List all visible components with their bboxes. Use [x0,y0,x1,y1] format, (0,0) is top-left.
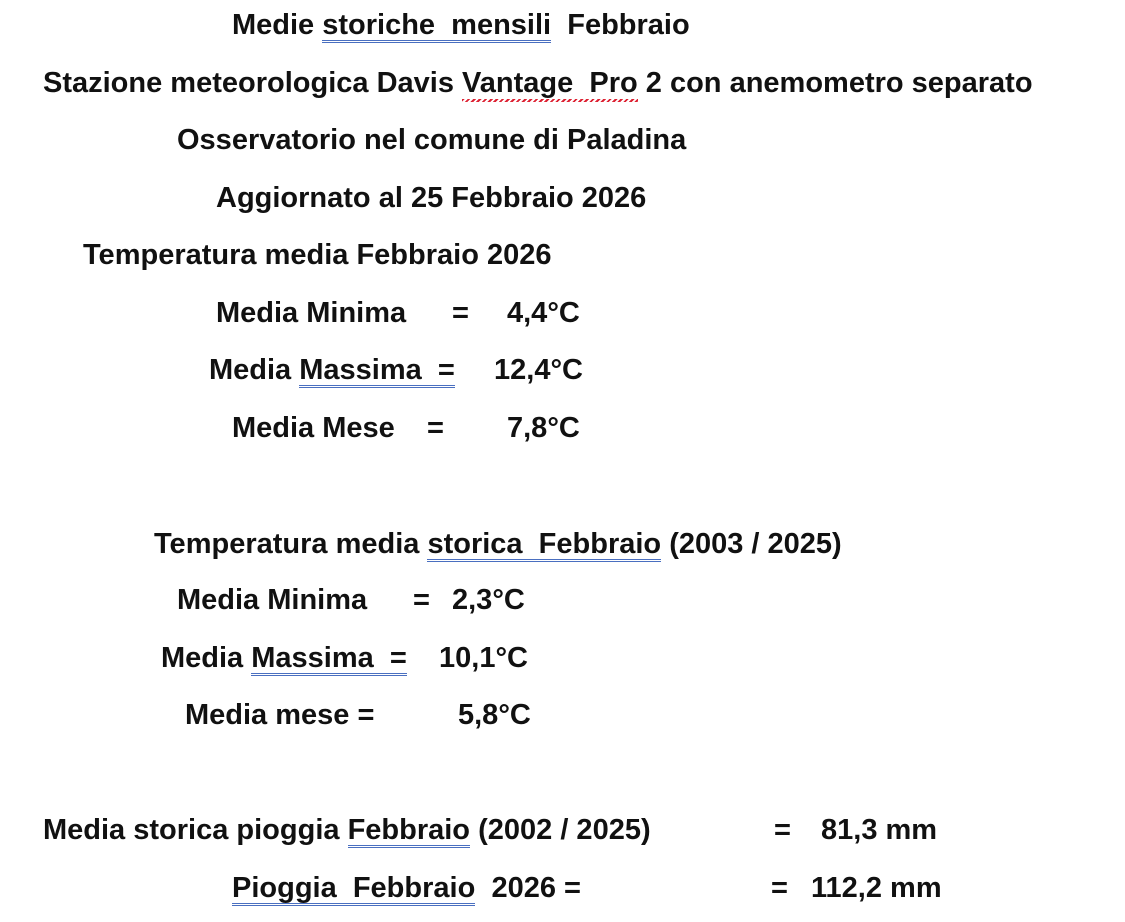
observatory-line: Osservatorio nel comune di Paladina [177,124,687,156]
current-max-label-b: Massima = [299,354,455,386]
rain-historical-label-b: Febbraio [347,814,471,846]
current-max-label-a: Media [209,354,292,386]
rain-current-label-a: Pioggia Febbraio [232,872,476,904]
current-max-value: 12,4°C [494,354,583,386]
historical-heading-c: (2003 / 2025) [669,528,842,560]
historical-heading-a: Temperatura media [154,528,420,560]
station-text-b: Vantage Pro [462,67,638,99]
title-text-c: Febbraio [567,9,690,41]
station-line [43,66,1033,100]
historical-min-label: Media Minima [177,584,368,616]
current-max-label [209,353,455,387]
rain-current-value: 112,2 mm [811,872,942,904]
title-text-a: Medie [232,9,315,41]
current-min-equals: = [452,297,469,329]
historical-max-label [161,641,407,675]
rain-historical-label [43,813,651,847]
historical-max-value: 10,1°C [439,642,528,674]
updated-line: Aggiornato al 25 Febbraio 2026 [216,182,647,214]
historical-month-label: Media mese = [185,699,375,731]
current-min-value: 4,4°C [507,297,580,329]
historical-min-value: 2,3°C [452,584,525,616]
current-heading: Temperatura media Febbraio 2026 [83,239,552,271]
current-min-label: Media Minima [216,297,407,329]
historical-month-value: 5,8°C [458,699,531,731]
station-text-c: 2 con anemometro separato [645,67,1033,99]
current-month-label: Media Mese [232,412,395,444]
historical-max-label-a: Media [161,642,244,674]
station-text-a: Stazione meteorologica Davis [43,67,454,99]
rain-historical-label-a: Media storica pioggia [43,814,340,846]
historical-heading-b: storica Febbraio [427,528,662,560]
rain-current-label [232,871,581,905]
rain-historical-equals: = [774,814,791,846]
page-title [232,8,690,42]
rain-current-label-b: 2026 = [491,872,581,904]
rain-historical-label-c: (2002 / 2025) [478,814,651,846]
rain-current-equals: = [771,872,788,904]
historical-max-label-b: Massima = [251,642,407,674]
title-text-b: storiche mensili [322,9,552,41]
historical-min-equals: = [413,584,430,616]
historical-heading [154,527,842,561]
rain-historical-value: 81,3 mm [821,814,938,846]
current-month-value: 7,8°C [507,412,580,444]
current-month-equals: = [427,412,444,444]
